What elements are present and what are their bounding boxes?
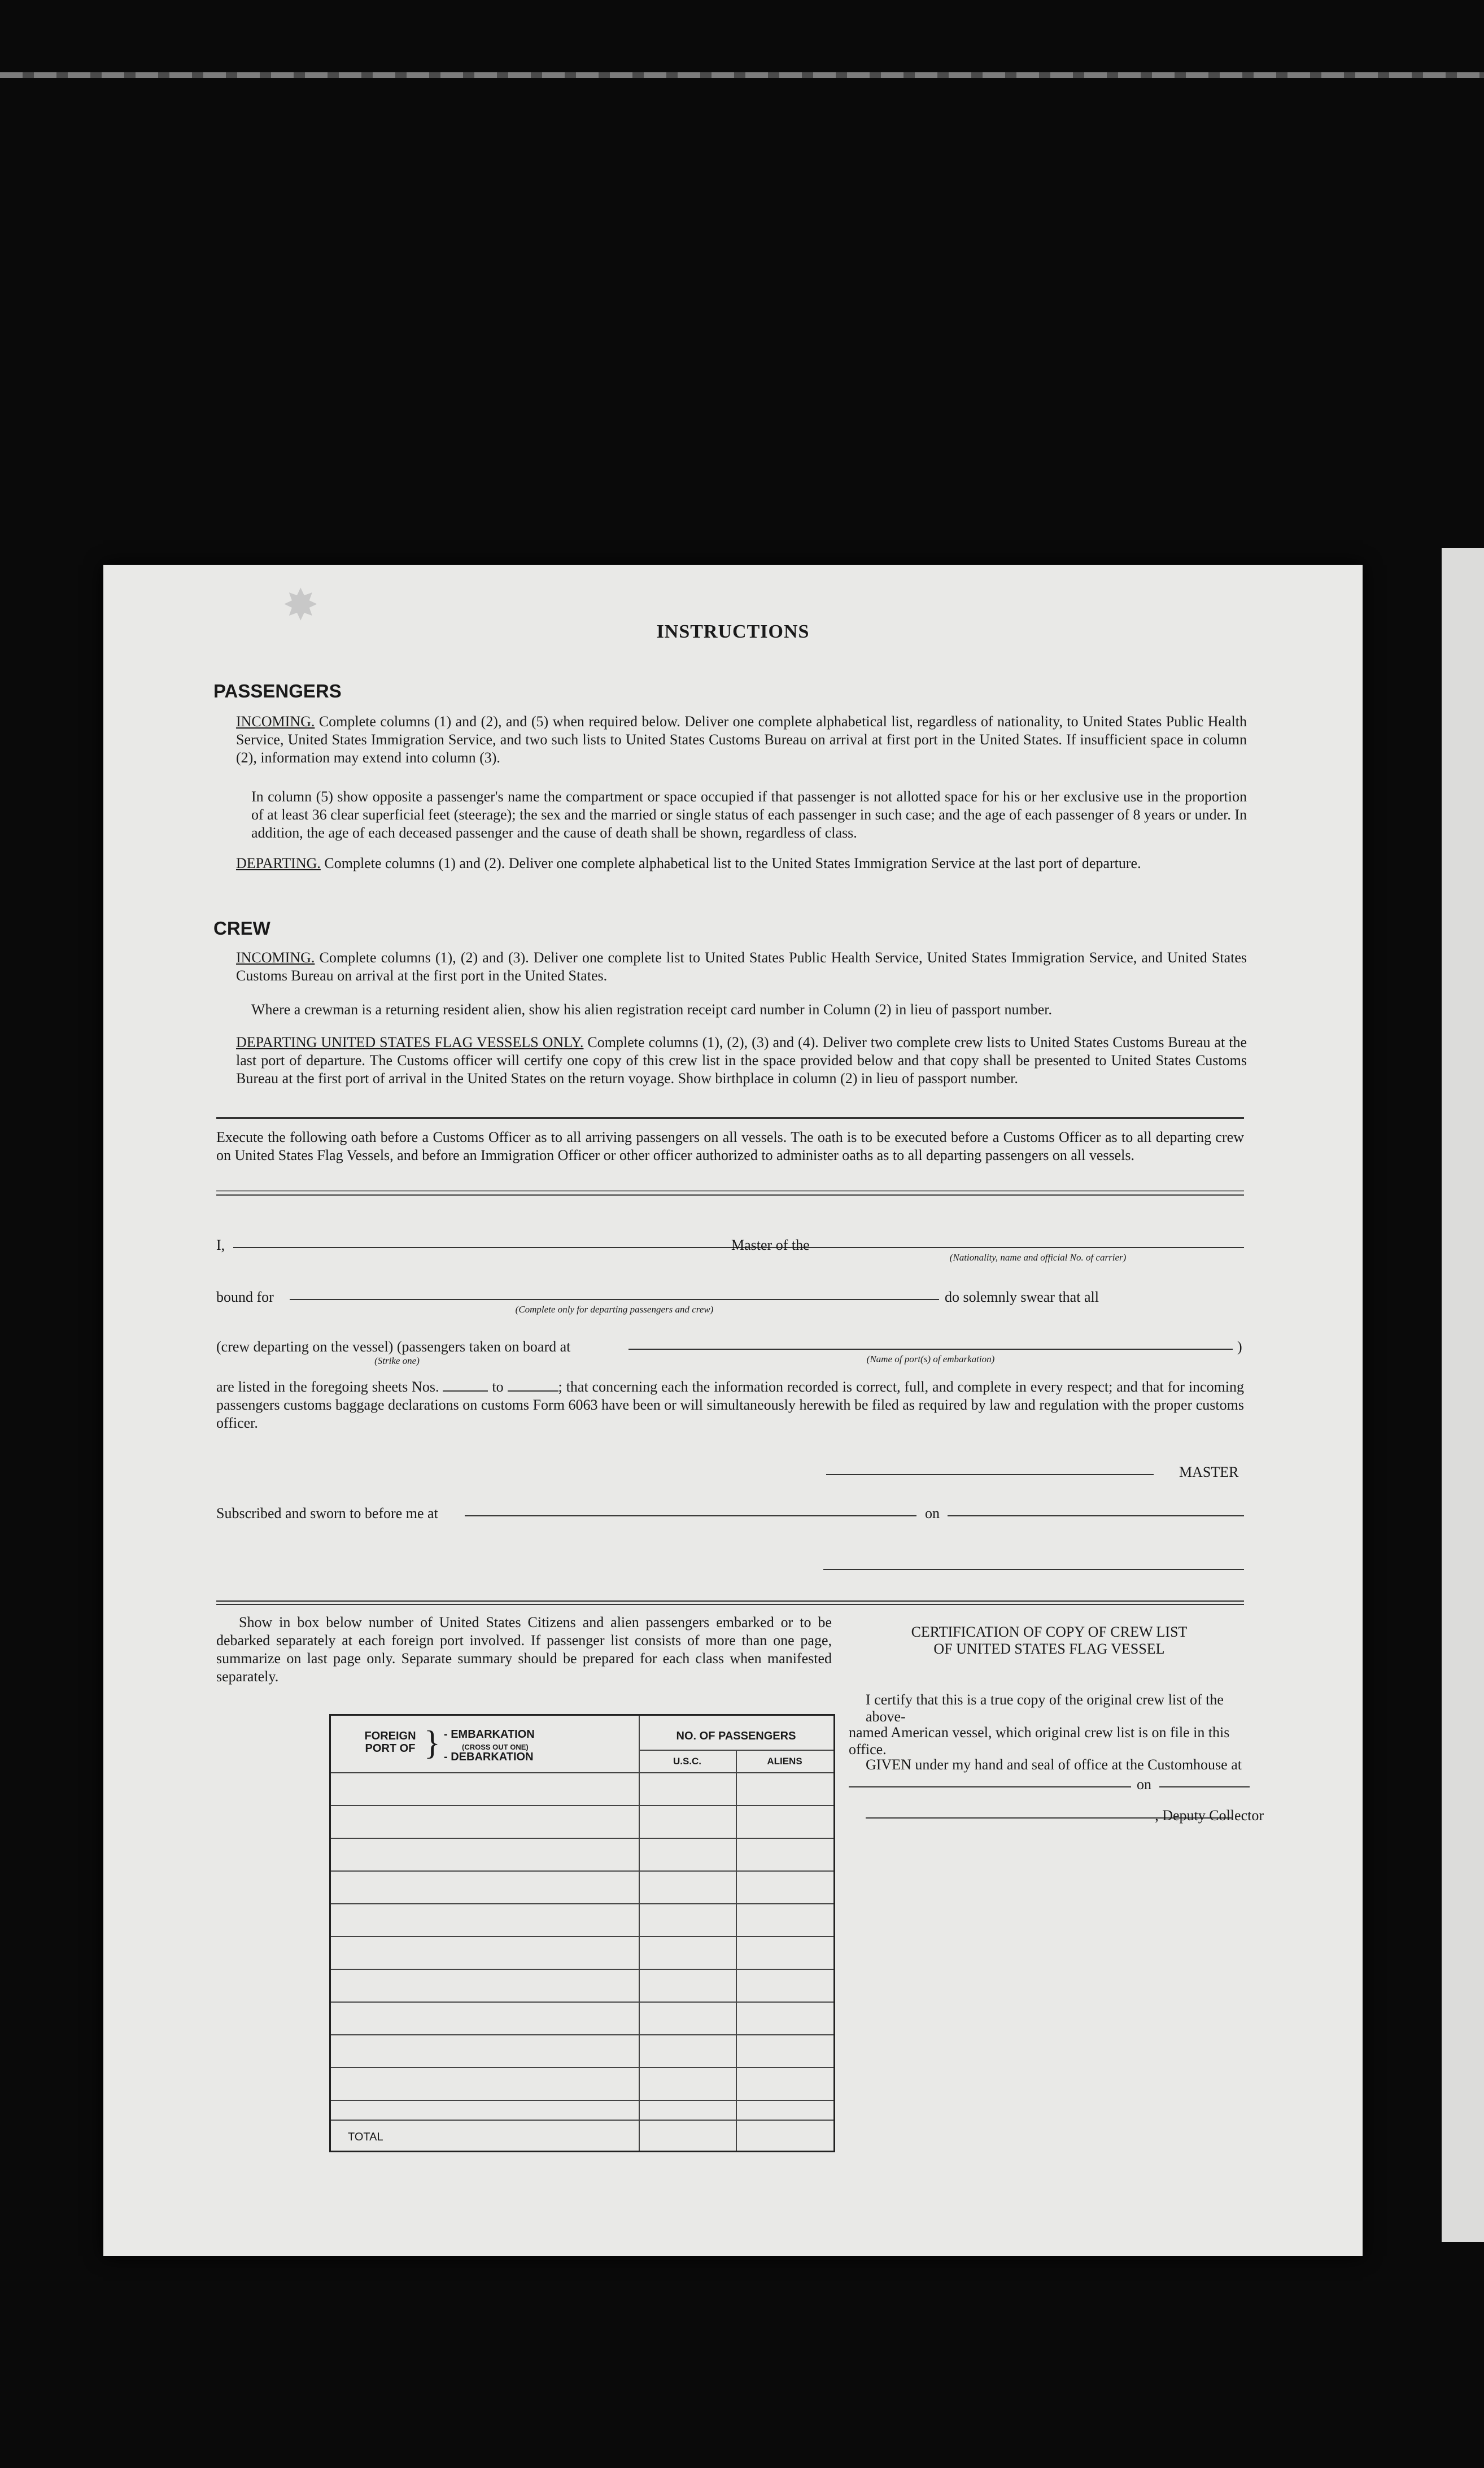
- subscribed-label: Subscribed and sworn to before me at: [216, 1505, 438, 1521]
- cert-line-3: GIVEN under my hand and seal of office at the Customhouse at: [866, 1756, 1242, 1773]
- master-signature-line[interactable]: [826, 1474, 1154, 1475]
- oath-i: I,: [216, 1237, 225, 1253]
- officer-signature-line[interactable]: [823, 1569, 1244, 1570]
- passengers-incoming: [236, 713, 1247, 767]
- passengers-departing-text: Complete columns (1) and (2). Deliver one complete alphabetical list to the United States Immigration Service at the last port of departure.: [324, 855, 1141, 871]
- adjacent-page-edge: [1442, 548, 1484, 2242]
- row-line: [331, 2002, 833, 2003]
- crew-heading: CREW: [213, 918, 270, 939]
- crew-passengers-label: (crew departing on the vessel) (passengers taken on board at: [216, 1338, 571, 1355]
- page-title: INSTRUCTIONS: [656, 621, 810, 642]
- deputy-collector-label: , Deputy Collector: [1155, 1807, 1264, 1824]
- master-label: MASTER: [1179, 1464, 1239, 1480]
- cert-line-1: I certify that this is a true copy of the original crew list of the above-: [866, 1691, 1224, 1725]
- crew-incoming-label: INCOMING.: [236, 949, 315, 966]
- usc-header: U.S.C.: [673, 1756, 702, 1767]
- passengers-incoming-label: INCOMING.: [236, 713, 315, 730]
- no-passengers-header: NO. OF PASSENGERS: [676, 1730, 796, 1742]
- divider-2: [216, 1191, 1244, 1196]
- customhouse-line[interactable]: [849, 1786, 1131, 1787]
- debarkation-label: - DEBARKATION: [444, 1751, 534, 1763]
- sworn-on-label: on: [925, 1505, 940, 1521]
- cross-out-note: (CROSS OUT ONE): [462, 1743, 529, 1751]
- total-label: TOTAL: [348, 2131, 383, 2143]
- passengers-incoming-text: Complete columns (1) and (2), and (5) when required below. Deliver one complete alphabetical list, regardless of nationality, to United States Public Health Service, United States Immigration Service, and two such lists to United States Customs Bureau on arrival at first port in the United States. If insufficient space in column (2), information may extend into column (3).: [236, 713, 1247, 766]
- row-line: [331, 1969, 833, 1970]
- row-line: [331, 2067, 833, 2068]
- crew-incoming: [236, 949, 1247, 985]
- crew-incoming-text: Complete columns (1), (2) and (3). Deliver one complete list to United States Public Health Service, United States Immigration Service, and United States Customs Bureau on arrival at the first port in the United States.: [236, 949, 1247, 984]
- cert-line-2: named American vessel, which original crew list is on file in this office.: [849, 1724, 1230, 1758]
- passengers-departing-label: DEPARTING.: [236, 855, 321, 871]
- oath-intro: Execute the following oath before a Customs Officer as to all arriving passengers on all vessels. The oath is to be executed before a Customs Officer as to all departing crew on United States Flag Vessels, and before an Immigration Officer or other officer authorized to administer oaths as to all departing passengers on all vessels.: [216, 1129, 1244, 1163]
- close-paren: ): [1237, 1338, 1242, 1355]
- passengers-heading: PASSENGERS: [213, 681, 342, 701]
- strike-one-caption: (Strike one): [374, 1355, 420, 1366]
- row-line: [331, 2120, 833, 2121]
- cert-heading-2: OF UNITED STATES FLAG VESSEL: [933, 1641, 1165, 1657]
- cert-on-label: on: [1137, 1776, 1151, 1793]
- col-divider-2: [736, 1750, 737, 2151]
- crew-departing-label: DEPARTING UNITED STATES FLAG VESSELS ONLY.: [236, 1034, 584, 1050]
- col-foreign-port: FOREIGN PORT OF: [364, 1730, 416, 1755]
- film-edge: [0, 72, 1484, 78]
- brace-icon: }: [424, 1724, 440, 1761]
- listed-rest: ; that concerning each the information recorded is correct, full, and complete in every respect; and that for incoming passengers customs baggage declarations on customs Form 6063 have been or will simultaneously herewith be filed as required by law and regulation with the proper customs officer.: [216, 1379, 1245, 1431]
- bound-for-caption: (Complete only for departing passengers and crew): [515, 1304, 714, 1315]
- port-caption: (Name of port(s) of embarkation): [866, 1354, 995, 1364]
- faded-stamp: ✸: [284, 584, 317, 627]
- oath-listed: [216, 1378, 1244, 1432]
- form-page: [103, 565, 1363, 2256]
- row-line: [331, 1838, 833, 1839]
- bound-for-label: bound for: [216, 1289, 274, 1305]
- passenger-summary-table: [329, 1714, 835, 2152]
- row-line: [331, 2100, 833, 2101]
- row-line: [331, 1772, 833, 1773]
- summary-instructions: Show in box below number of United States Citizens and alien passengers embarked or to be debarked separately at each foreign port involved. If passenger list consists of more than one page, summarize on last page only. Separate summary should be prepared for each class when manifested separately.: [216, 1614, 832, 1685]
- divider-3: [216, 1600, 1244, 1605]
- col-divider-1: [639, 1716, 640, 2151]
- passengers-departing: [236, 854, 1247, 873]
- crew-departing: [236, 1034, 1247, 1088]
- carrier-caption: (Nationality, name and official No. of carrier): [949, 1252, 1127, 1263]
- embarkation-port-line[interactable]: [628, 1349, 1233, 1350]
- aliens-header: ALIENS: [767, 1756, 802, 1767]
- sworn-place-line[interactable]: [465, 1515, 916, 1516]
- swear-label: do solemnly swear that all: [945, 1289, 1099, 1305]
- sheet-from-line[interactable]: [443, 1390, 488, 1392]
- passengers-column5: In column (5) show opposite a passenger's name the compartment or space occupied if that passenger is not allotted space for his or her exclusive use in the proportion of at least 36 clear superficial feet (steerage); the sex and the married or single status of each passenger in such case; and the age of each passenger of 8 years or under. In addition, the age of each deceased passenger and the cause of death shall be shown, regardless of class.: [251, 788, 1247, 841]
- cert-heading-1: CERTIFICATION OF COPY OF CREW LIST: [911, 1624, 1188, 1640]
- crew-departing-text: Complete columns (1), (2), (3) and (4). Deliver two complete crew lists to United States Customs Bureau at the last port of departure. The Customs officer will certify one copy of this crew list in the space provided below and that copy shall be presented to United States Customs Bureau at the first port of arrival in the United States on the return voyage. Show birthplace in column (2) in lieu of passport number.: [236, 1034, 1247, 1087]
- master-of-label: Master of the: [731, 1237, 810, 1253]
- divider-1: [216, 1117, 1244, 1119]
- listed-label: are listed in the foregoing sheets Nos.: [216, 1379, 439, 1395]
- sworn-date-line[interactable]: [948, 1515, 1244, 1516]
- carrier-line[interactable]: [832, 1247, 1244, 1248]
- row-line: [331, 2034, 833, 2035]
- embarkation-label: - EMBARKATION: [444, 1728, 535, 1741]
- crew-resident-note: Where a crewman is a returning resident alien, show his alien registration receipt card number in Column (2) in lieu of passport number.: [251, 1001, 1053, 1018]
- row-line: [331, 1903, 833, 1904]
- cert-date-line[interactable]: [1159, 1786, 1250, 1787]
- to-label: to: [492, 1379, 504, 1395]
- sheet-to-line[interactable]: [508, 1390, 558, 1392]
- row-line: [331, 1936, 833, 1937]
- bound-for-line[interactable]: [290, 1299, 939, 1300]
- row-line: [331, 1805, 833, 1806]
- row-line: [331, 1870, 833, 1872]
